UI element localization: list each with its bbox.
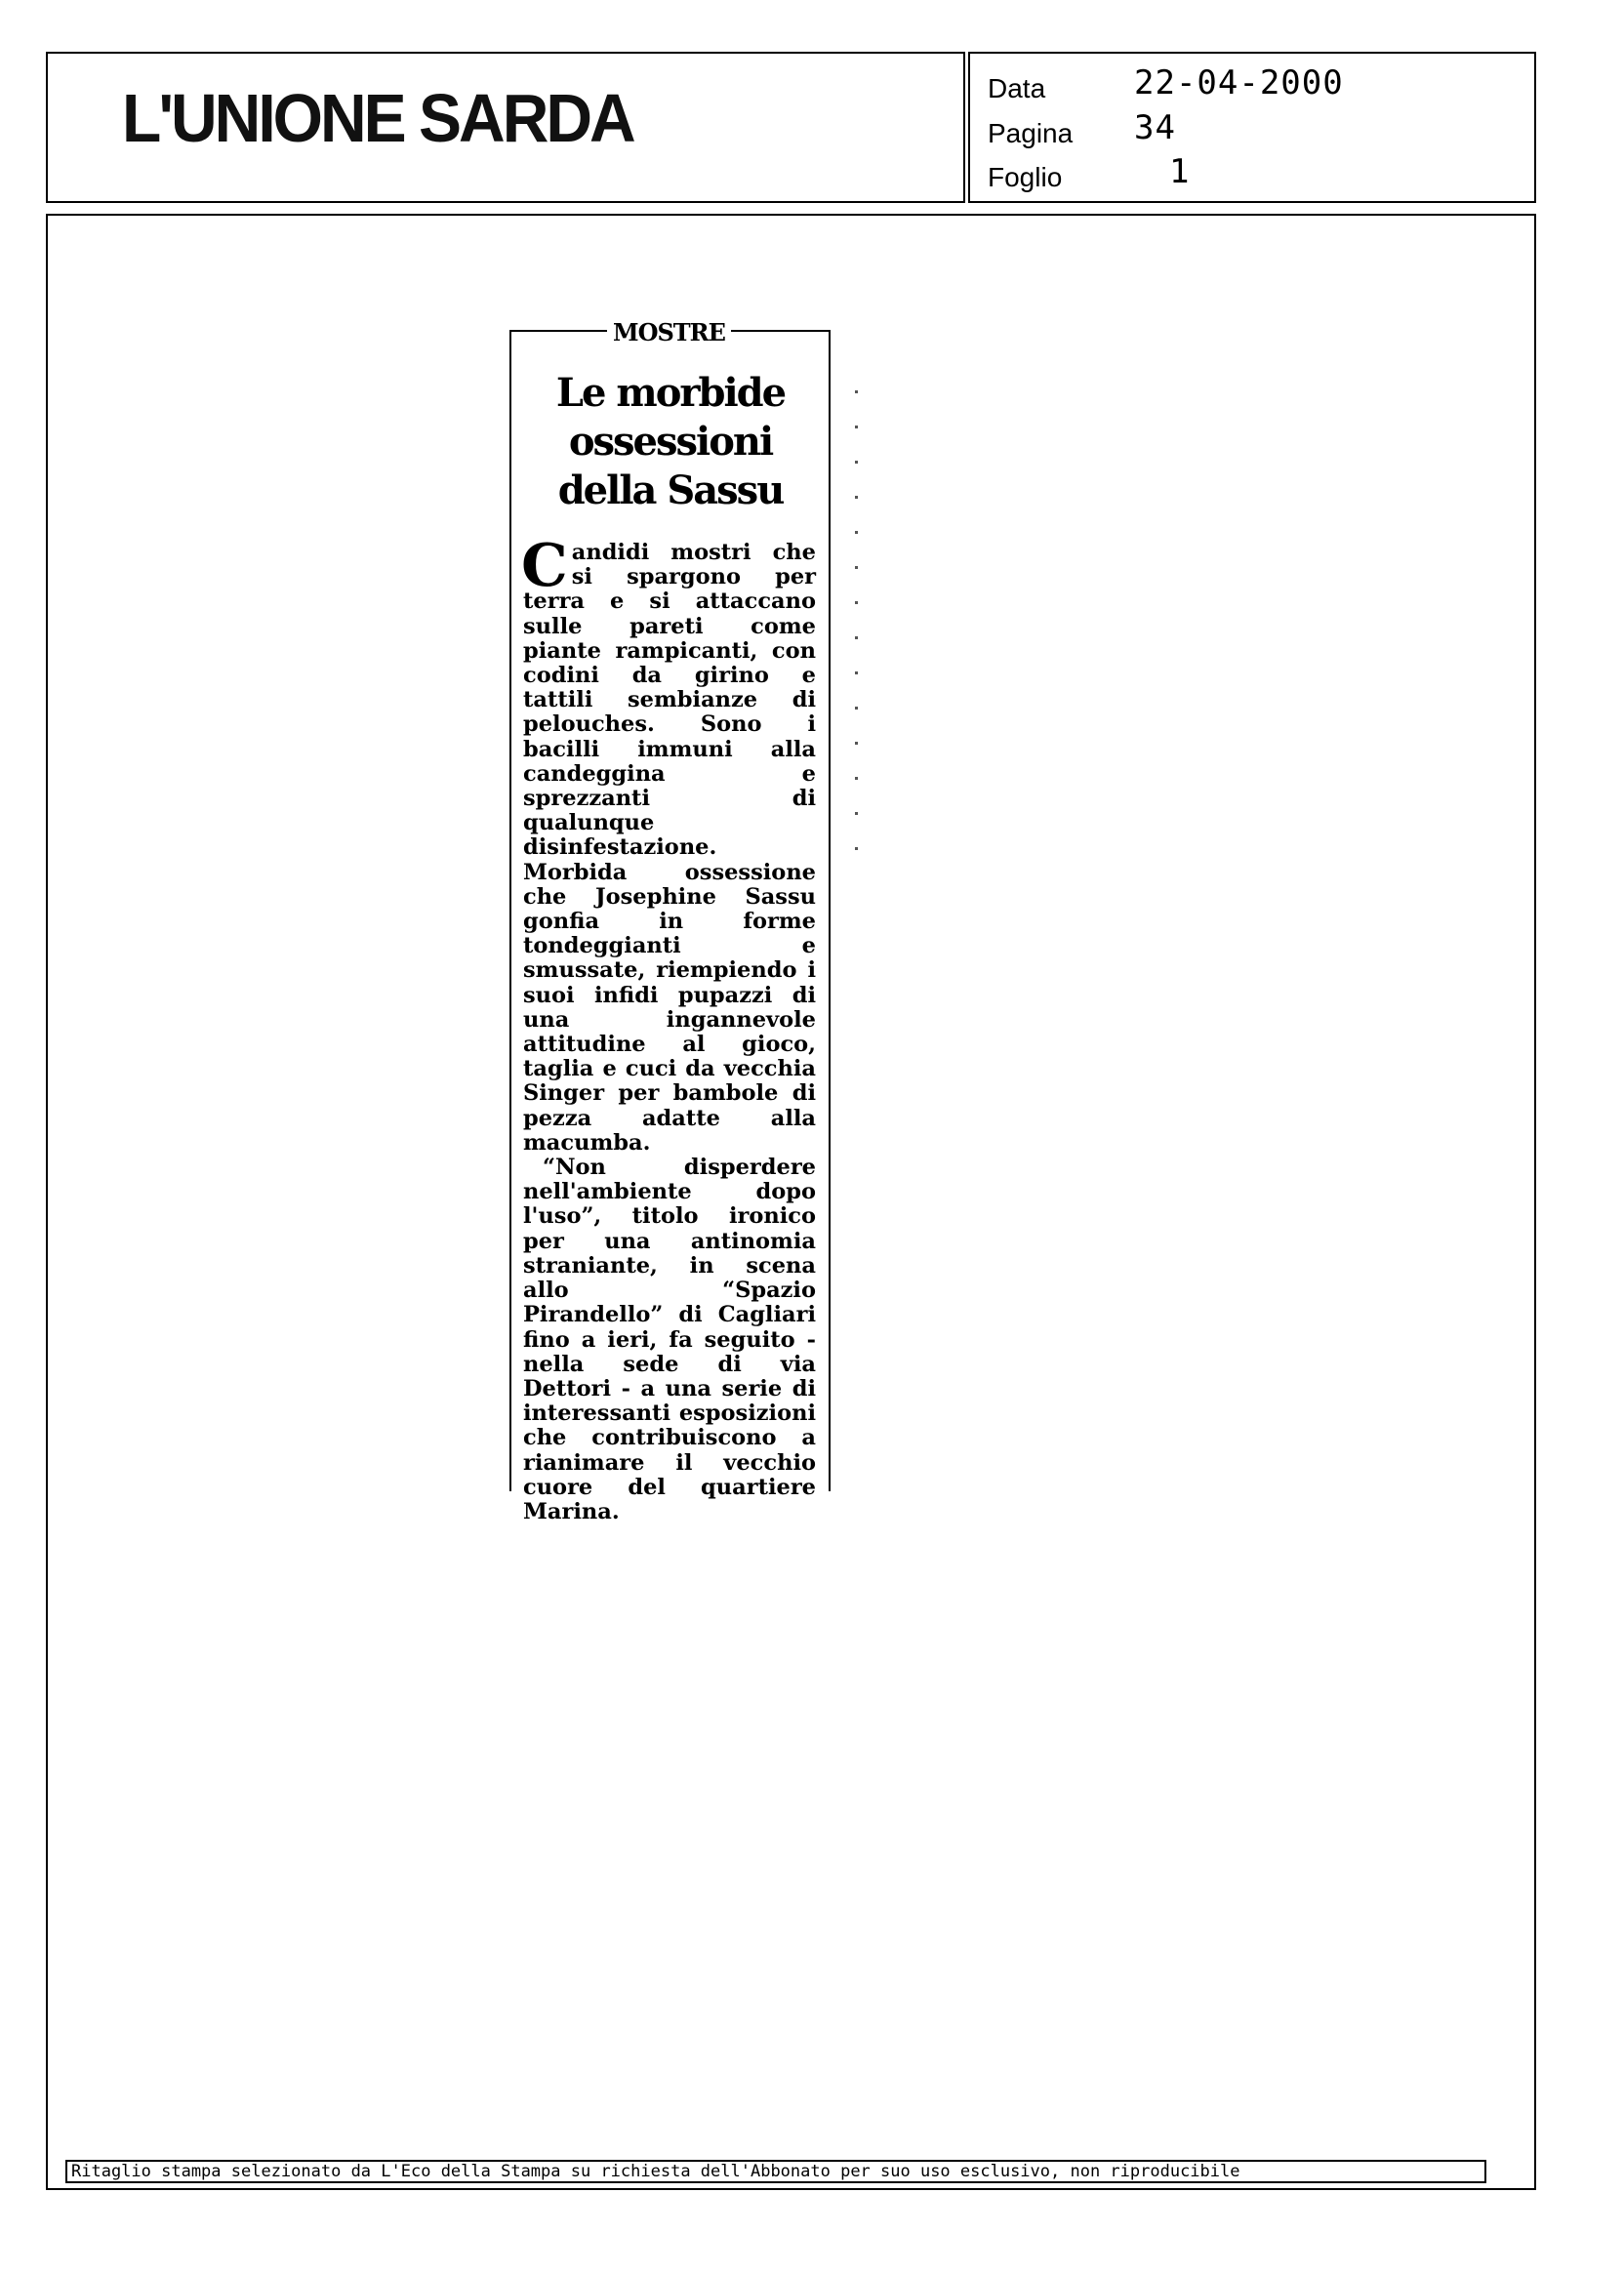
article-paragraph: “Non disperdere nell'ambiente dopo l'uso”, titolo ironico per una antinomia straniante, in scena allo “Spazio Pirandello” di Cagliari fino a ieri, fa seguito - nella sede di via Dettori - a una serie di interessanti esposizioni che contribuiscono a rianimare il vecchio cuore del quartiere Marina.	[523, 1155, 816, 1524]
section-label: MOSTRE	[607, 318, 731, 346]
meta-row-data	[988, 63, 1515, 106]
meta-row-foglio	[988, 152, 1515, 195]
article-clipping	[509, 318, 832, 1524]
headline-line: ossessioni	[568, 419, 773, 465]
article-headline	[509, 369, 832, 515]
pagina-label: Pagina	[988, 118, 1074, 148]
data-label: Data	[988, 73, 1046, 103]
footer-notice: Ritaglio stampa selezionato da L'Eco della Stampa su richiesta dell'Abbonato per suo uso esclusivo, non riproducibile	[65, 2160, 1486, 2183]
headline-line: della Sassu	[557, 467, 784, 513]
drop-cap: C	[521, 532, 568, 600]
foglio-value: 1	[1169, 152, 1191, 191]
clipping-metadata	[968, 52, 1536, 203]
foglio-label: Foglio	[988, 162, 1063, 192]
newspaper-logo: L'UNIONE SARDA	[122, 80, 633, 156]
meta-row-pagina	[988, 108, 1515, 151]
pagina-value: 34	[1134, 108, 1176, 147]
article-body	[521, 532, 816, 1524]
headline-line: Le morbide	[555, 370, 786, 416]
data-value: 22-04-2000	[1134, 63, 1344, 102]
scan-margin-marks	[853, 390, 861, 898]
article-paragraph	[521, 532, 816, 1156]
masthead	[46, 52, 965, 203]
paragraph-text: andidi mostri che si spargono per terra e si attaccano sulle pareti come piante rampicanti, con codini da girino e tattili sembianze di pelouches. Sono i bacilli immuni alla candeggina e sprezzanti di qualunque disinfestazione. Morbida ossessione che Josephine Sassu gonfia in forme tondeggianti e smussate, riempiendo i suoi infidi pupazzi di una ingannevole attitudine al gioco, taglia e cuci da vecchia Singer per bambole di pezza adatte alla macumba.	[523, 540, 816, 1156]
